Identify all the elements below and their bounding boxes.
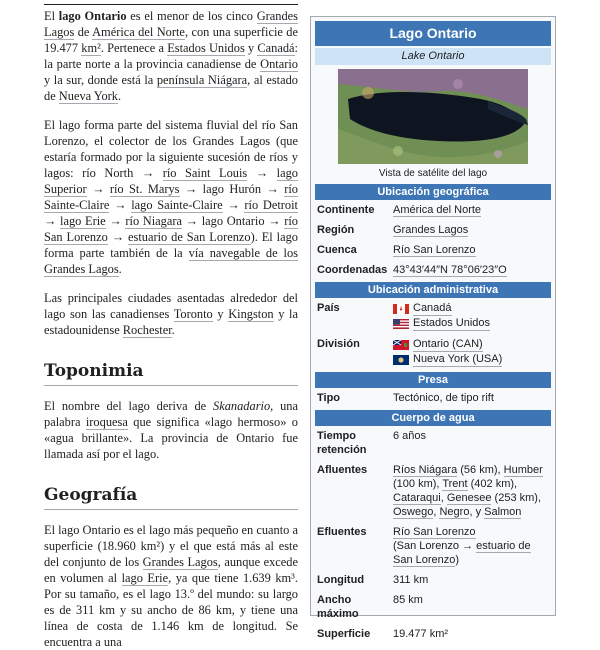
- intro-paragraph-2: El lago forma parte del sistema fluvial del río San Lorenzo, el colector de los Grandes Lagos (que estaría formado por la siguiente sucesión de ríos y lagos: río North → río Saint Louis → lago Superior → río St. Marys → lago Hurón → río Sainte-Claire → lago Sainte-Claire → río Detroit → lago Erie → río Niagara → lago Ontario → río San Lorenzo → estuario de San Lorenzo). El lago forma parte también de la vía navegable de los Grandes Lagos.: [44, 118, 299, 276]
- value-coordenadas[interactable]: 43°43′44″N 78°06′23″O: [393, 264, 507, 276]
- article-body: [44, 8, 298, 650]
- link-trent[interactable]: Trent: [442, 478, 468, 490]
- row-efluentes: [315, 522, 551, 570]
- link-rios-niagara[interactable]: Ríos Niágara: [393, 464, 458, 476]
- heading-underline: [44, 0, 298, 5]
- row-cuenca: [315, 240, 551, 260]
- row-longitud: [315, 570, 551, 590]
- link-grandes-lagos[interactable]: Grandes Lagos: [44, 9, 299, 39]
- link-lago-erie[interactable]: lago Erie: [60, 214, 106, 228]
- label-continente: Continente: [317, 204, 375, 216]
- label-pais: País: [317, 302, 340, 314]
- link-kingston[interactable]: Kingston: [228, 307, 274, 321]
- link-humber[interactable]: Humber: [503, 464, 543, 476]
- value-afluentes: Ríos Niágara (56 km), Humber (100 km), Trent (402 km), Cataraqui, Genesee (253 km), Oswego, Negro, y Salmon: [393, 464, 543, 518]
- value-region[interactable]: Grandes Lagos: [393, 224, 469, 236]
- row-division: [315, 334, 551, 370]
- link-salmon[interactable]: Salmon: [484, 506, 522, 518]
- link-canada[interactable]: Canadá: [257, 41, 295, 55]
- link-america-del-norte[interactable]: América del Norte: [92, 25, 185, 39]
- new-york-flag-icon: [393, 355, 409, 365]
- link-lago-erie-2[interactable]: lago Erie: [121, 571, 169, 585]
- value-division-ontario[interactable]: Ontario (CAN): [413, 338, 483, 350]
- section-cuerpo-de-agua: Cuerpo de agua: [315, 410, 551, 426]
- link-cataraqui[interactable]: Cataraqui: [393, 492, 441, 504]
- link-rio-detroit[interactable]: río Detroit: [244, 198, 298, 212]
- link-estuario-san-lorenzo[interactable]: estuario de San Lorenzo: [128, 230, 251, 244]
- value-longitud: 311 km: [393, 574, 429, 586]
- link-nueva-york[interactable]: Nueva York: [58, 89, 118, 103]
- ontario-flag-icon: [393, 340, 409, 350]
- link-efluente-rio-san-lorenzo[interactable]: Río San Lorenzo: [393, 526, 476, 538]
- value-tiempo-retencion: 6 años: [393, 430, 427, 442]
- label-efluentes: Efluentes: [317, 526, 367, 538]
- link-grandes-lagos-2[interactable]: Grandes Lagos: [142, 555, 218, 569]
- label-region: Región: [317, 224, 355, 236]
- row-region: [315, 220, 551, 240]
- value-pais-estados-unidos[interactable]: Estados Unidos: [413, 317, 491, 329]
- link-negro[interactable]: Negro: [439, 506, 470, 518]
- row-continente: [315, 200, 551, 220]
- intro-paragraph-1: El lago Ontario es el menor de los cinco Grandes Lagos de América del Norte, con una superficie de 19.477 km². Pertenece a Estados Unidos y Canadá: la parte norte a la provincia canadiense de Ontario y la sur, donde está la península Niágara, al estado de Nueva York.: [44, 9, 299, 103]
- usa-flag-icon: [393, 319, 409, 329]
- link-peninsula-niagara[interactable]: península Niágara: [156, 73, 248, 87]
- value-pais-canada[interactable]: Canadá: [413, 302, 452, 314]
- value-cuenca[interactable]: Río San Lorenzo: [393, 244, 476, 256]
- row-afluentes: [315, 460, 551, 522]
- link-km2[interactable]: km²: [81, 41, 101, 55]
- link-toronto[interactable]: Toronto: [173, 307, 213, 321]
- section-ubicacion-administrativa: Ubicación administrativa: [315, 282, 551, 298]
- link-ontario[interactable]: Ontario: [260, 57, 298, 71]
- link-efluente-estuario[interactable]: estuario de San Lorenzo: [393, 540, 531, 566]
- link-lago-sainte-claire[interactable]: lago Sainte-Claire: [131, 198, 223, 212]
- geografia-paragraph: El lago Ontario es el lago más pequeño en cuanto a superficie (18.960 km²) y el que está más al este del conjunto de los Grandes Lagos, aunque excede en volumen al lago Erie, ya que tiene 1.639 km³. Por su tamaño, es el lago 13.º del mundo: su largo es de 311 km y su ancho de 86 km, y tiene una línea de costa de 1.146 km de longitud. Se encuentra a una: [44, 523, 299, 649]
- link-estados-unidos[interactable]: Estados Unidos: [167, 41, 245, 55]
- value-superficie: 19.477 km²: [393, 628, 449, 640]
- section-ubicacion-geografica: Ubicación geográfica: [315, 184, 551, 200]
- intro-paragraph-3: Las principales ciudades asentadas alrededor del lago son las canadienses Toronto y Kingston y la estadounidense Rochester.: [44, 291, 298, 337]
- link-genesee[interactable]: Genesee: [446, 492, 492, 504]
- link-rio-san-lorenzo[interactable]: río San Lorenzo: [44, 214, 298, 244]
- link-rio-st-marys[interactable]: río St. Marys: [109, 182, 180, 196]
- image-caption: Vista de satélite del lago: [378, 168, 488, 179]
- link-via-navegable[interactable]: vía navegable de los Grandes Lagos: [44, 246, 298, 276]
- value-tipo: Tectónico, de tipo rift: [393, 392, 494, 404]
- infobox-subtitle: Lake Ontario: [315, 48, 551, 65]
- link-rochester[interactable]: Rochester: [122, 323, 172, 337]
- label-tipo: Tipo: [317, 392, 341, 404]
- section-presa: Presa: [315, 372, 551, 388]
- label-afluentes: Afluentes: [317, 464, 368, 476]
- link-rio-niagara[interactable]: río Niagara: [125, 214, 183, 228]
- label-tiempo-retencion: Tiempo retención: [317, 430, 367, 456]
- row-superficie: [315, 624, 551, 644]
- row-tipo: [315, 388, 551, 408]
- term-skanadario: Skanadario: [213, 399, 271, 413]
- satellite-image[interactable]: [338, 69, 528, 164]
- link-oswego[interactable]: Oswego: [393, 506, 434, 518]
- infobox: [310, 16, 556, 640]
- label-superficie: Superficie: [317, 628, 371, 640]
- section-heading-geografia: Geografía: [44, 484, 298, 510]
- label-cuenca: Cuenca: [317, 244, 357, 256]
- value-efluentes: Río San Lorenzo (San Lorenzo → estuario de San Lorenzo): [393, 526, 531, 566]
- label-coordenadas: Coordenadas: [317, 264, 388, 276]
- row-tiempo-retencion: [315, 426, 551, 460]
- row-coordenadas: [315, 260, 551, 280]
- canada-flag-icon: [393, 304, 409, 314]
- link-lago-superior[interactable]: lago Superior: [44, 166, 298, 196]
- row-pais: [315, 298, 551, 334]
- value-ancho-maximo: 85 km: [393, 594, 423, 606]
- infobox-title: Lago Ontario: [315, 21, 551, 46]
- value-continente[interactable]: América del Norte: [393, 204, 482, 216]
- label-division: División: [317, 338, 360, 350]
- lake-name: lago Ontario: [58, 9, 127, 23]
- label-longitud: Longitud: [317, 574, 365, 586]
- link-iroquesa[interactable]: iroquesa: [85, 415, 128, 429]
- label-ancho-maximo: Ancho máximo: [317, 594, 359, 620]
- link-rio-saint-louis[interactable]: río Saint Louis: [162, 166, 248, 180]
- row-ancho-maximo: [315, 590, 551, 624]
- link-rio-sainte-claire[interactable]: río Sainte-Claire: [44, 182, 298, 212]
- value-division-nueva-york[interactable]: Nueva York (USA): [413, 353, 503, 365]
- section-heading-toponimia: Toponimia: [44, 360, 298, 386]
- toponimia-paragraph: El nombre del lago deriva de Skanadario, una palabra iroquesa que significa «lago hermoso» o «agua brillante». La provincia de Ontario fue llamada así por el lago.: [44, 399, 298, 461]
